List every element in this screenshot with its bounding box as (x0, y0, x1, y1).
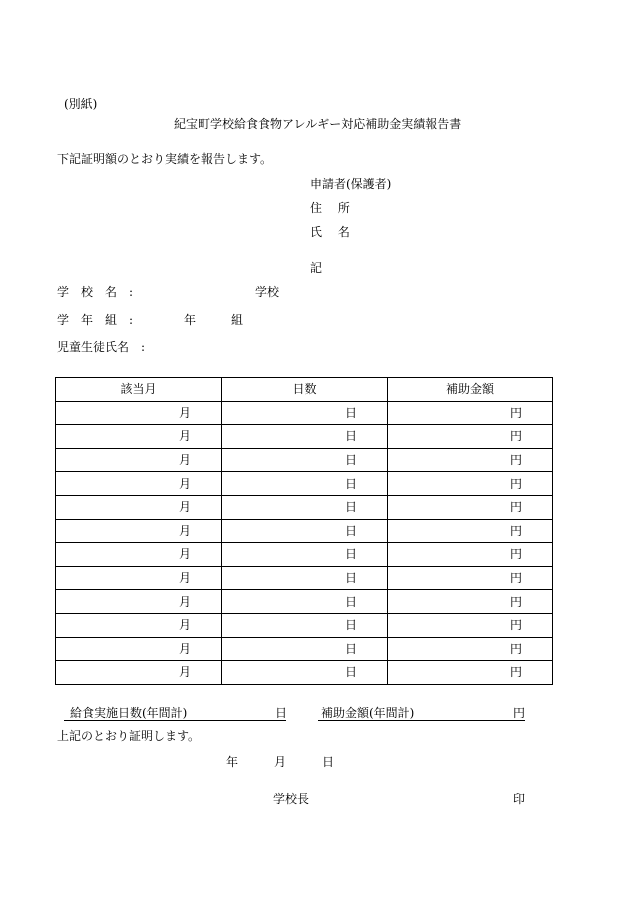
cell-amount[interactable]: 円 (388, 543, 553, 567)
cell-month[interactable]: 月 (56, 566, 222, 590)
table-row (56, 472, 553, 496)
cell-amount[interactable]: 円 (388, 661, 553, 685)
cell-month[interactable]: 月 (56, 661, 222, 685)
grade-class-label: 学 年 組 : (57, 313, 134, 327)
table-row (56, 590, 553, 614)
student-name-label: 児童生徒氏名 : (57, 340, 146, 354)
cell-amount[interactable]: 円 (388, 566, 553, 590)
header-amount: 補助金額 (388, 378, 553, 402)
table-row (56, 661, 553, 685)
cell-amount[interactable]: 円 (388, 448, 553, 472)
table-row (56, 613, 553, 637)
cell-days[interactable]: 日 (222, 425, 388, 449)
date-day: 日 (322, 755, 335, 769)
cell-month[interactable]: 月 (56, 613, 222, 637)
date-month: 月 (274, 755, 287, 769)
cell-amount[interactable]: 円 (388, 637, 553, 661)
date-year: 年 (226, 755, 239, 769)
cell-days[interactable]: 日 (222, 519, 388, 543)
table-row (56, 448, 553, 472)
school-suffix: 学校 (255, 285, 280, 299)
name-label: 氏 名 (310, 225, 350, 239)
cell-amount[interactable]: 円 (388, 472, 553, 496)
table-row (56, 566, 553, 590)
total-amount-unit: 円 (513, 706, 526, 720)
table-row (56, 543, 553, 567)
total-amount-label: 補助金額(年間計) (321, 706, 415, 720)
cell-days[interactable]: 日 (222, 590, 388, 614)
cell-month[interactable]: 月 (56, 401, 222, 425)
cell-amount[interactable]: 円 (388, 495, 553, 519)
cell-month[interactable]: 月 (56, 495, 222, 519)
annex-label: (別紙) (64, 97, 98, 111)
table-header-row (56, 378, 553, 402)
page-title: 紀宝町学校給食食物アレルギー対応補助金実績報告書 (174, 117, 462, 131)
principal-label: 学校長 (273, 792, 310, 806)
cell-days[interactable]: 日 (222, 566, 388, 590)
year-unit: 年 (184, 313, 197, 327)
cell-days[interactable]: 日 (222, 637, 388, 661)
cell-month[interactable]: 月 (56, 425, 222, 449)
applicant-heading: 申請者(保護者) (310, 177, 392, 191)
certify-text: 上記のとおり証明します。 (57, 729, 201, 743)
cell-amount[interactable]: 円 (388, 590, 553, 614)
cell-days[interactable]: 日 (222, 613, 388, 637)
cell-amount[interactable]: 円 (388, 425, 553, 449)
cell-days[interactable]: 日 (222, 448, 388, 472)
address-label: 住 所 (310, 201, 350, 215)
cell-days[interactable]: 日 (222, 472, 388, 496)
ki-heading: 記 (310, 261, 323, 275)
table-row (56, 519, 553, 543)
cell-days[interactable]: 日 (222, 661, 388, 685)
cell-days[interactable]: 日 (222, 401, 388, 425)
cell-amount[interactable]: 円 (388, 613, 553, 637)
cell-month[interactable]: 月 (56, 637, 222, 661)
table-row (56, 495, 553, 519)
cell-month[interactable]: 月 (56, 519, 222, 543)
header-days: 日数 (222, 378, 388, 402)
total-days-unit: 日 (275, 706, 288, 720)
table-row (56, 425, 553, 449)
intro-text: 下記証明額のとおり実績を報告します。 (57, 152, 273, 166)
total-days-label: 給食実施日数(年間計) (70, 706, 188, 720)
cell-days[interactable]: 日 (222, 543, 388, 567)
school-name-label: 学 校 名 : (57, 285, 134, 299)
table-row (56, 401, 553, 425)
class-unit: 組 (231, 313, 244, 327)
cell-month[interactable]: 月 (56, 543, 222, 567)
report-table (55, 377, 553, 685)
total-days-underline (64, 720, 286, 721)
table-row (56, 637, 553, 661)
cell-days[interactable]: 日 (222, 495, 388, 519)
total-amount-underline (318, 720, 525, 721)
cell-month[interactable]: 月 (56, 448, 222, 472)
cell-amount[interactable]: 円 (388, 401, 553, 425)
seal-mark: 印 (513, 792, 526, 806)
cell-month[interactable]: 月 (56, 472, 222, 496)
cell-month[interactable]: 月 (56, 590, 222, 614)
cell-amount[interactable]: 円 (388, 519, 553, 543)
header-month: 該当月 (56, 378, 222, 402)
